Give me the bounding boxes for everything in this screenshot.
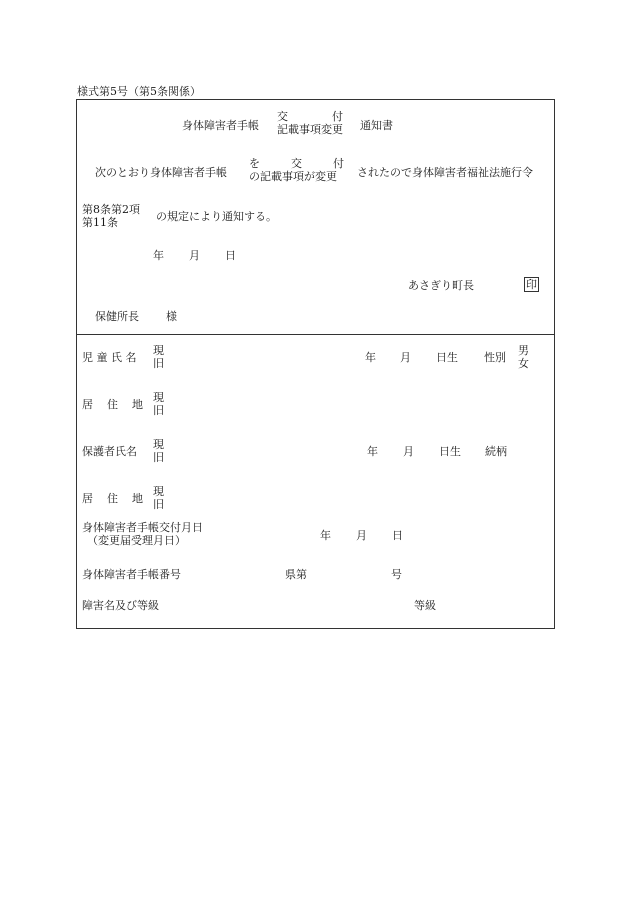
notice-line1-prefix: 次のとおり身体障害者手帳 (95, 166, 227, 179)
issue-date-day: 日 (392, 529, 403, 542)
title-suffix: 通知書 (360, 119, 393, 132)
guardian-birth-month: 月 (403, 445, 414, 458)
child-address-current: 現 (153, 391, 164, 404)
date-day: 日 (225, 249, 236, 262)
disability-label: 障害名及び等級 (82, 599, 159, 612)
notice-alt-change: の記載事項が変更 (249, 170, 337, 183)
child-address-former: 旧 (153, 404, 164, 417)
guardian-address-label-1: 居 (82, 492, 93, 505)
issue-date-label-1: 身体障害者手帳交付月日 (82, 521, 203, 534)
guardian-address-current: 現 (153, 485, 164, 498)
handbook-number-suffix: 号 (391, 568, 402, 581)
guardian-address-label-3: 地 (132, 492, 143, 505)
guardian-address-label (82, 492, 143, 505)
guardian-name-current: 現 (153, 438, 164, 451)
handbook-prefecture: 県第 (285, 568, 307, 581)
article-alt-2: 第11条 (82, 216, 118, 229)
title-prefix: 身体障害者手帳 (182, 119, 259, 132)
guardian-birth-day: 日生 (439, 445, 461, 458)
notice-line1-alternatives (249, 157, 344, 183)
notice-line2-suffix: の規定により通知する。 (156, 210, 277, 223)
sex-male: 男 (518, 344, 529, 357)
issue-date-label (82, 521, 203, 547)
child-birth-month: 月 (400, 351, 411, 364)
title-alt-issue: 交 付 (277, 110, 343, 123)
child-birth-year: 年 (365, 351, 376, 364)
notice-alt-issue-1: 交 (291, 157, 302, 170)
guardian-name-now-old (153, 438, 164, 464)
article-alt-1: 第8条第2項 (82, 203, 140, 216)
child-address-now-old (153, 391, 164, 417)
recipient-name: 保健所長 (95, 310, 139, 323)
recipient-honorific: 様 (166, 310, 177, 323)
child-address-label-1: 居 (82, 398, 93, 411)
guardian-address-label-2: 住 (107, 492, 118, 505)
section-divider (76, 334, 555, 335)
child-name-label: 児 童 氏 名 (82, 351, 137, 364)
sex-female: 女 (518, 357, 529, 370)
guardian-address-former: 旧 (153, 498, 164, 511)
guardian-birth-year: 年 (367, 445, 378, 458)
title-alt-change: 記載事項変更 (277, 123, 343, 136)
sex-options (518, 344, 529, 370)
child-address-label-2: 住 (107, 398, 118, 411)
child-address-label (82, 398, 143, 411)
article-alternatives (82, 203, 140, 229)
sex-label: 性別 (484, 351, 506, 364)
guardian-name-label: 保護者氏名 (82, 445, 137, 458)
child-name-former: 旧 (153, 357, 164, 370)
guardian-name-former: 旧 (153, 451, 164, 464)
notice-line1-suffix: されたので身体障害者福祉法施行令 (357, 166, 533, 179)
child-birth-day: 日生 (436, 351, 458, 364)
child-name-now-old (153, 344, 164, 370)
issue-date-year: 年 (320, 529, 331, 542)
form-number: 様式第5号（第5条関係） (77, 85, 201, 98)
notice-alt-wo: を (249, 157, 260, 170)
relation-label: 続柄 (485, 445, 507, 458)
child-name-current: 現 (153, 344, 164, 357)
guardian-address-now-old (153, 485, 164, 511)
date-month: 月 (189, 249, 200, 262)
handbook-number-label: 身体障害者手帳番号 (82, 568, 181, 581)
child-address-label-3: 地 (132, 398, 143, 411)
issue-date-label-2: （変更届受理月日） (87, 534, 186, 547)
date-year: 年 (153, 249, 164, 262)
disability-grade: 等級 (414, 599, 436, 612)
notice-alt-top (249, 157, 344, 170)
title-alternatives (277, 110, 345, 136)
issue-date-month: 月 (356, 529, 367, 542)
issuer-name: あさぎり町長 (408, 279, 474, 292)
seal-mark: 印 (526, 278, 537, 291)
notice-alt-issue-2: 付 (333, 157, 344, 170)
